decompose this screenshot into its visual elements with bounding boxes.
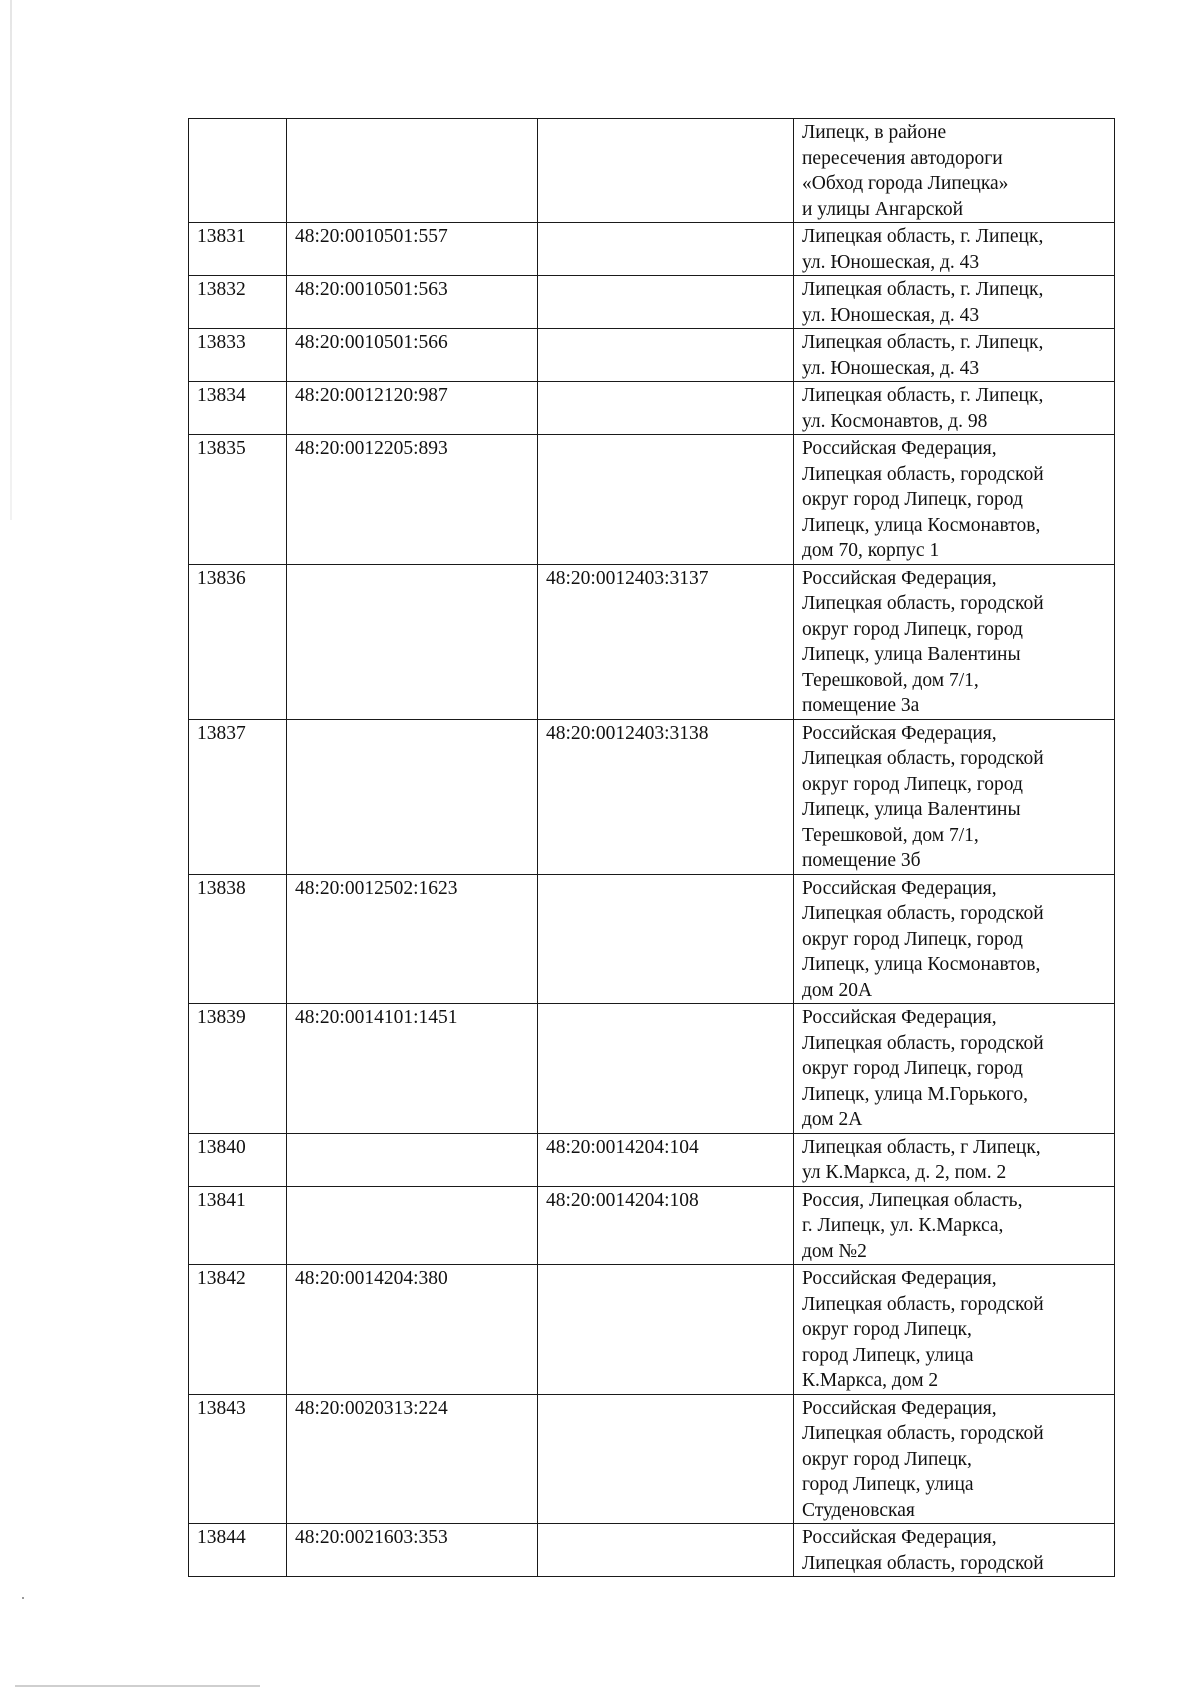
row-number-cell: 13843 [189, 1394, 287, 1524]
address-line: Российская Федерация, [802, 1397, 997, 1419]
cadastral-number-cell: 48:20:0012205:893 [287, 435, 538, 565]
address-cell [794, 276, 1115, 329]
row-number-cell: 13831 [189, 223, 287, 276]
address-line: округ город Липецк, город [802, 1058, 1023, 1079]
address-cell [794, 1133, 1115, 1186]
cadastral-number-cell [287, 1186, 538, 1265]
address-line: Российская Федерация, [802, 567, 997, 589]
premises-cadastral-number-cell [538, 874, 794, 1004]
address-cell [794, 382, 1115, 435]
table-row [189, 223, 1115, 276]
address-line: Липецкая область, г. Липецк, [802, 279, 1044, 300]
table-row [189, 874, 1115, 1004]
premises-cadastral-number-cell: 48:20:0014204:108 [538, 1186, 794, 1265]
address-line: округ город Липецк, город [802, 928, 1023, 950]
row-number-cell [189, 119, 287, 223]
premises-cadastral-number-cell [538, 1394, 794, 1524]
premises-cadastral-number-cell [538, 1524, 794, 1577]
address-cell [794, 564, 1115, 719]
table-row [189, 1004, 1115, 1134]
address-line: округ город Липецк, город [802, 618, 1023, 640]
address-cell [794, 1524, 1115, 1577]
cadastral-number-cell: 48:20:0012502:1623 [287, 874, 538, 1004]
address-line: Терешковой, дом 7/1, [802, 824, 979, 846]
address-line: г. Липецк, ул. К.Маркса, [802, 1215, 1004, 1236]
cadastral-number-cell: 48:20:0021603:353 [287, 1524, 538, 1577]
address-cell [794, 719, 1115, 874]
cadastral-number-cell: 48:20:0010501:563 [287, 276, 538, 329]
address-line: Липецк, улица Валентины [802, 644, 1021, 665]
address-line: Российская Федерация, [802, 438, 997, 459]
cadastral-number-cell [287, 119, 538, 223]
premises-cadastral-number-cell [538, 435, 794, 565]
row-number-cell: 13839 [189, 1004, 287, 1134]
scan-edge-bottom [15, 1685, 260, 1687]
address-line: Российская Федерация, [802, 1268, 997, 1289]
address-line: Липецк, улица Космонавтов, [802, 954, 1041, 975]
address-line: Российская Федерация, [802, 877, 997, 899]
table-row [189, 329, 1115, 382]
cadastral-number-cell: 48:20:0012120:987 [287, 382, 538, 435]
row-number-cell: 13837 [189, 719, 287, 874]
table-row [189, 1186, 1115, 1265]
address-line: Липецк, улица М.Горького, [802, 1083, 1028, 1105]
table-row [189, 435, 1115, 565]
address-line: округ город Липецк, город [802, 773, 1023, 795]
premises-cadastral-number-cell [538, 223, 794, 276]
table-row [189, 1265, 1115, 1395]
address-line: и улицы Ангарской [802, 198, 964, 220]
address-line: Липецкая область, городской [802, 463, 1044, 485]
address-line: пересечения автодороги [802, 147, 1003, 169]
address-line: Липецкая область, городской [802, 593, 1044, 614]
property-table [188, 118, 1115, 1577]
address-line: ул К.Маркса, д. 2, пом. 2 [802, 1162, 1007, 1183]
address-line: дом 20А [802, 979, 873, 1001]
row-number-cell: 13840 [189, 1133, 287, 1186]
table-row [189, 382, 1115, 435]
premises-cadastral-number-cell [538, 329, 794, 382]
cadastral-number-cell: 48:20:0014204:380 [287, 1265, 538, 1395]
address-cell [794, 435, 1115, 565]
address-line: дом №2 [802, 1240, 867, 1262]
address-line: дом 70, корпус 1 [802, 540, 940, 561]
row-number-cell: 13841 [189, 1186, 287, 1265]
address-line: ул. Юношеская, д. 43 [802, 251, 980, 273]
scan-edge-left [10, 0, 12, 520]
cadastral-number-cell: 48:20:0020313:224 [287, 1394, 538, 1524]
address-line: округ город Липецк, [802, 1319, 972, 1340]
scan-speck [22, 1597, 24, 1599]
address-line: Российская Федерация, [802, 1527, 997, 1548]
premises-cadastral-number-cell: 48:20:0014204:104 [538, 1133, 794, 1186]
premises-cadastral-number-cell [538, 276, 794, 329]
cadastral-number-cell: 48:20:0010501:566 [287, 329, 538, 382]
cadastral-number-cell: 48:20:0010501:557 [287, 223, 538, 276]
table-row [189, 1133, 1115, 1186]
premises-cadastral-number-cell [538, 1265, 794, 1395]
cadastral-number-cell [287, 564, 538, 719]
row-number-cell: 13834 [189, 382, 287, 435]
row-number-cell: 13838 [189, 874, 287, 1004]
address-line: Липецкая область, г. Липецк, [802, 385, 1044, 406]
row-number-cell: 13835 [189, 435, 287, 565]
row-number-cell: 13844 [189, 1524, 287, 1577]
address-line: Терешковой, дом 7/1, [802, 669, 979, 691]
premises-cadastral-number-cell [538, 119, 794, 223]
cadastral-number-cell [287, 1133, 538, 1186]
address-cell [794, 1186, 1115, 1265]
address-line: округ город Липецк, город [802, 489, 1023, 510]
address-cell [794, 1265, 1115, 1395]
table-row [189, 119, 1115, 223]
address-line: город Липецк, улица [802, 1344, 974, 1366]
address-line: Российская Федерация, [802, 1007, 997, 1028]
address-cell [794, 874, 1115, 1004]
premises-cadastral-number-cell [538, 1004, 794, 1134]
address-line: «Обход города Липецка» [802, 173, 1009, 194]
cadastral-number-cell [287, 719, 538, 874]
address-cell [794, 223, 1115, 276]
cadastral-number-cell: 48:20:0014101:1451 [287, 1004, 538, 1134]
address-line: помещение 3б [802, 850, 921, 871]
premises-cadastral-number-cell: 48:20:0012403:3137 [538, 564, 794, 719]
address-cell [794, 119, 1115, 223]
address-line: Липецкая область, городской [802, 1423, 1044, 1444]
address-line: Россия, Липецкая область, [802, 1189, 1023, 1211]
table-body [189, 119, 1115, 1577]
address-line: Липецк, улица Валентины [802, 799, 1021, 820]
address-cell [794, 1004, 1115, 1134]
premises-cadastral-number-cell: 48:20:0012403:3138 [538, 719, 794, 874]
row-number-cell: 13836 [189, 564, 287, 719]
address-line: К.Маркса, дом 2 [802, 1370, 939, 1391]
address-line: дом 2А [802, 1109, 863, 1130]
address-line: ул. Юношеская, д. 43 [802, 357, 980, 379]
premises-cadastral-number-cell [538, 382, 794, 435]
address-line: помещение 3а [802, 695, 920, 716]
address-cell [794, 1394, 1115, 1524]
address-line: ул. Космонавтов, д. 98 [802, 410, 988, 432]
address-line: Студеновская [802, 1499, 915, 1521]
address-line: Липецкая область, г. Липецк, [802, 226, 1044, 247]
address-line: Липецкая область, г. Липецк, [802, 332, 1044, 353]
address-line: Липецкая область, г Липецк, [802, 1136, 1041, 1158]
row-number-cell: 13833 [189, 329, 287, 382]
address-line: Липецк, улица Космонавтов, [802, 514, 1041, 536]
address-cell [794, 329, 1115, 382]
table-row [189, 276, 1115, 329]
row-number-cell: 13842 [189, 1265, 287, 1395]
row-number-cell: 13832 [189, 276, 287, 329]
address-line: Липецкая область, городской [802, 748, 1044, 769]
address-line: Липецк, в районе [802, 122, 947, 143]
address-line: город Липецк, улица [802, 1474, 974, 1495]
table-row [189, 564, 1115, 719]
address-line: Липецкая область, городской [802, 903, 1044, 924]
table-row [189, 1394, 1115, 1524]
address-line: Липецкая область, городской [802, 1032, 1044, 1054]
table-row [189, 719, 1115, 874]
address-line: округ город Липецк, [802, 1448, 972, 1470]
address-line: Российская Федерация, [802, 722, 997, 744]
address-line: ул. Юношеская, д. 43 [802, 304, 980, 326]
table-row [189, 1524, 1115, 1577]
address-line: Липецкая область, городской [802, 1293, 1044, 1315]
address-line: Липецкая область, городской [802, 1552, 1044, 1574]
